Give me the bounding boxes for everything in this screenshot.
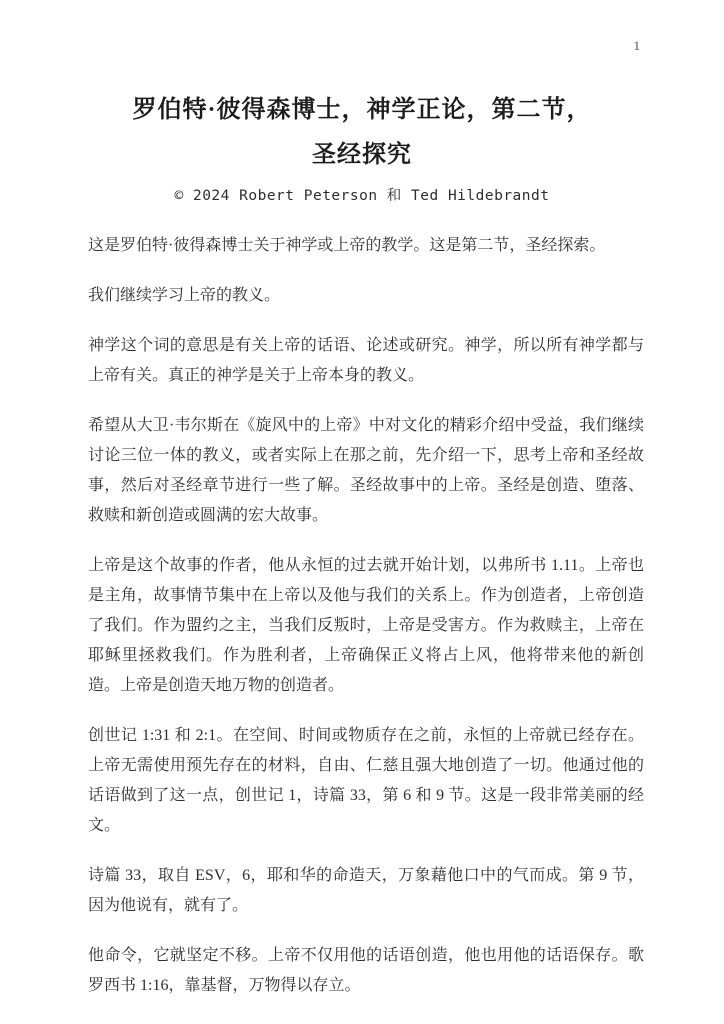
paragraph: 神学这个词的意思是有关上帝的话语、论述或研究。神学，所以所有神学都与上帝有关。真正的神学是关于上帝本身的教义。 (88, 337, 644, 384)
paragraph: 创世记 1:31 和 2:1。在空间、时间或物质存在之前，永恒的上帝就已经存在。上帝无需使用预先存在的材料，自由、仁慈且强大地创造了一切。他通过他的话语做到了这一点，创世记 1，诗篇 33，第 6 和 9 节。这是一段非常美丽的经文。 (88, 727, 644, 834)
paragraph: 诗篇 33，取自 ESV，6，耶和华的命造天，万象藉他口中的气而成。第 9 节，因为他说有，就有了。 (88, 867, 644, 914)
paragraph: 希望从大卫·韦尔斯在《旋风中的上帝》中对文化的精彩介绍中受益，我们继续讨论三位一体的教义，或者实际上在那之前，先介绍一下，思考上帝和圣经故事，然后对圣经章节进行一些了解。圣经故事中的上帝。圣经是创造、堕落、救赎和新创造或圆满的宏大故事。 (88, 417, 644, 524)
copyright-line: © 2024 Robert Peterson 和 Ted Hildebrandt (174, 188, 550, 204)
page-number: 1 (633, 38, 640, 53)
document-title-line-2: 圣经探究 (312, 142, 412, 168)
document-body (88, 231, 644, 1001)
paragraph: 上帝是这个故事的作者，他从永恒的过去就开始计划，以弗所书 1.11。上帝也是主角，故事情节集中在上帝以及他与我们的关系上。作为创造者，上帝创造了我们。作为盟约之主，当我们反叛时，上帝是受害方。作为救赎主，上帝在耶稣里拯救我们。作为胜利者，上帝确保正义将占上风，他将带来他的新创造。上帝是创造天地万物的创造者。 (88, 557, 644, 694)
document-title-line-1: 罗伯特·彼得森博士，神学正论，第二节， (132, 97, 592, 123)
paragraph: 他命令，它就坚定不移。上帝不仅用他的话语创造，他也用他的话语保存。歌罗西书 1:16，靠基督，万物得以存立。 (88, 947, 644, 994)
paragraph: 我们继续学习上帝的教义。 (88, 287, 281, 304)
paragraph: 这是罗伯特·彼得森博士关于神学或上帝的教学。这是第二节，圣经探索。 (88, 237, 606, 254)
document-header (0, 0, 724, 205)
